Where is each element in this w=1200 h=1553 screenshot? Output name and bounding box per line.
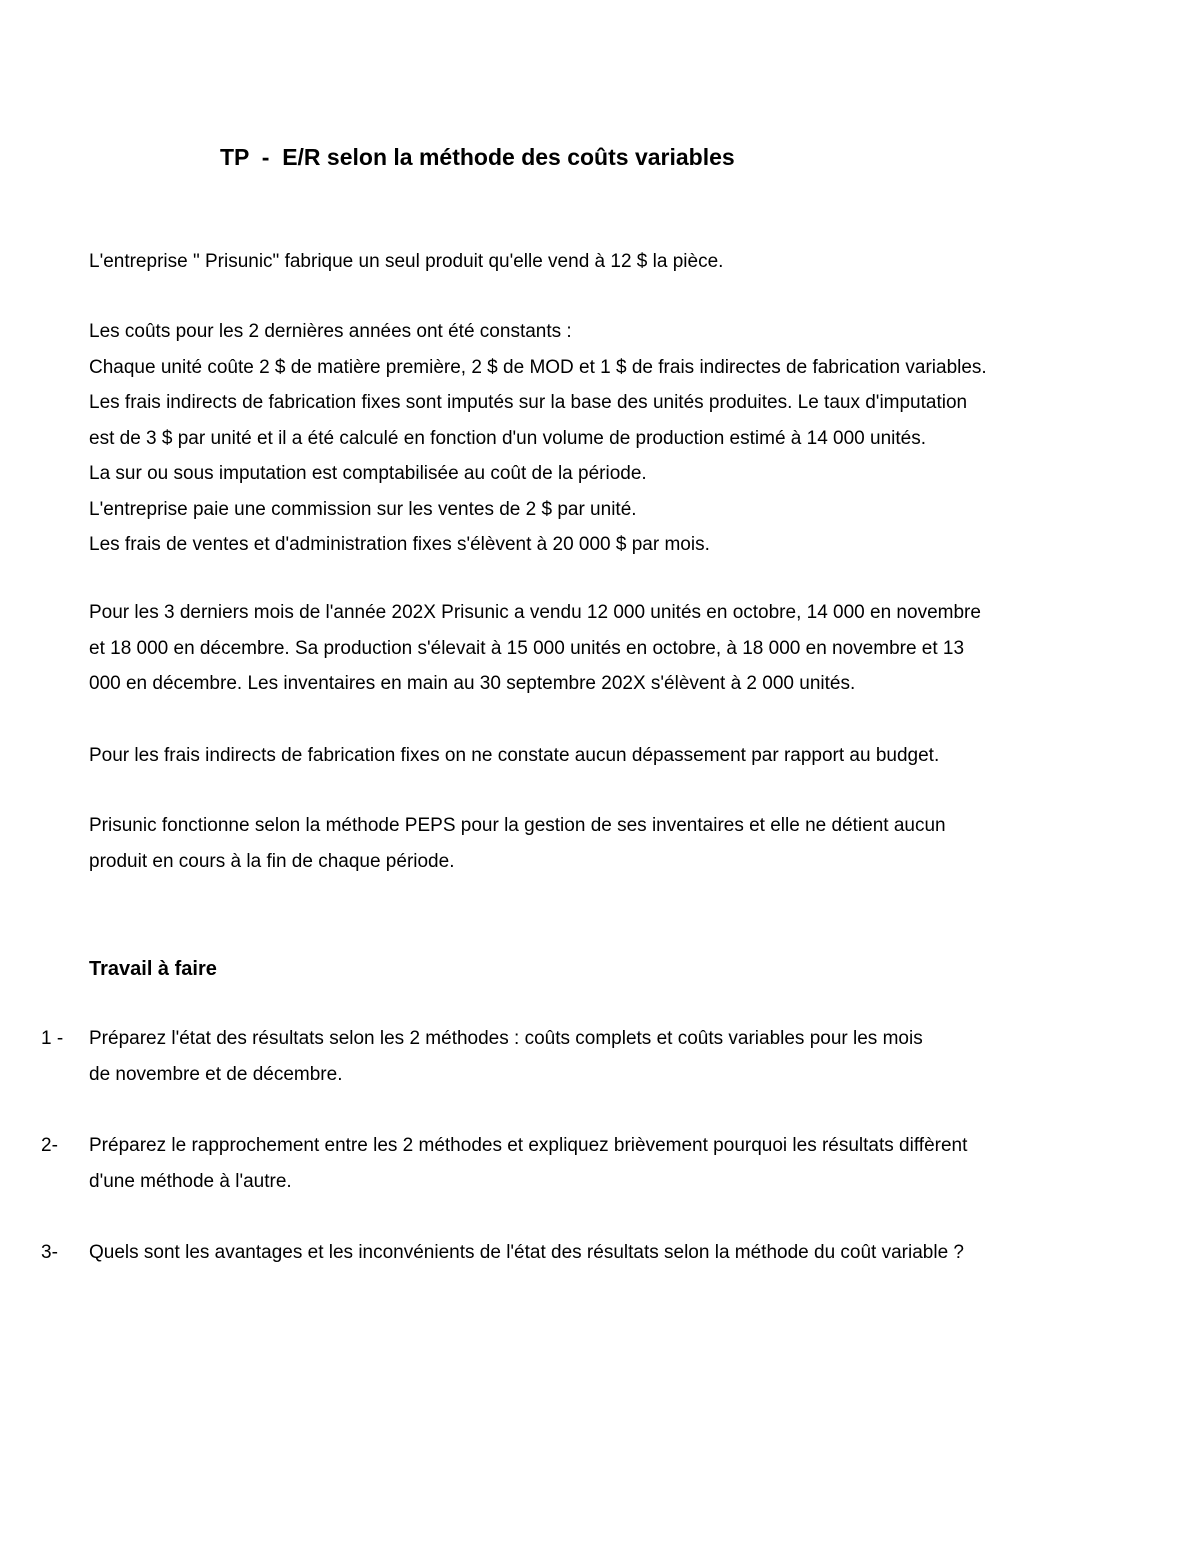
paragraph-line: et 18 000 en décembre. Sa production s'élevait à 15 000 unités en octobre, à 18 000 en novembre et 13: [89, 637, 965, 659]
paragraph-line: La sur ou sous imputation est comptabilisée au coût de la période.: [89, 463, 647, 484]
intro-paragraph: [89, 244, 723, 280]
paragraph-line: Les coûts pour les 2 dernières années ont été constants :: [89, 321, 572, 342]
paragraph-line: L'entreprise " Prisunic" fabrique un seul produit qu'elle vend à 12 $ la pièce.: [89, 251, 724, 272]
paragraph-line: 000 en décembre. Les inventaires en main au 30 septembre 202X s'élèvent à 2 000 unités.: [89, 673, 856, 694]
paragraph-line: Pour les 3 derniers mois de l'année 202X Prisunic a vendu 12 000 unités en octobre, 14 000 en novembre: [89, 602, 981, 623]
task-line: d'une méthode à l'autre.: [89, 1170, 292, 1192]
task-line: Préparez l'état des résultats selon les 2 méthodes : coûts complets et coûts variables pour les mois: [89, 1028, 923, 1049]
costs-paragraph: [89, 314, 987, 563]
task-number: 1 -: [41, 1028, 64, 1049]
task-line: de novembre et de décembre.: [89, 1063, 343, 1085]
document-title: TP - E/R selon la méthode des coûts variables: [220, 144, 735, 170]
sales-paragraph: [89, 595, 981, 702]
paragraph-line: produit en cours à la fin de chaque période.: [89, 850, 455, 872]
task-text: [89, 1021, 923, 1092]
tasks-heading: Travail à faire: [89, 958, 217, 980]
task-text: [89, 1235, 964, 1271]
task-line: Préparez le rapprochement entre les 2 méthodes et expliquez brièvement pourquoi les résultats diffèrent: [89, 1135, 968, 1156]
peps-paragraph: [89, 808, 946, 879]
paragraph-line: est de 3 $ par unité et il a été calculé en fonction d'un volume de production estimé à 14 000 unités.: [89, 427, 927, 449]
paragraph-line: Les frais de ventes et d'administration fixes s'élèvent à 20 000 $ par mois.: [89, 534, 710, 555]
paragraph-line: Chaque unité coûte 2 $ de matière première, 2 $ de MOD et 1 $ de frais indirectes de fabrication variables.: [89, 356, 987, 378]
overhead-paragraph: [89, 738, 939, 774]
paragraph-line: Pour les frais indirects de fabrication fixes on ne constate aucun dépassement par rapport au budget.: [89, 745, 940, 766]
task-text: [89, 1128, 967, 1199]
task-number: 3-: [41, 1242, 58, 1263]
task-line: Quels sont les avantages et les inconvénients de l'état des résultats selon la méthode du coût variable ?: [89, 1242, 964, 1263]
paragraph-line: Les frais indirects de fabrication fixes sont imputés sur la base des unités produites. Le taux d'imputation: [89, 392, 968, 413]
paragraph-line: Prisunic fonctionne selon la méthode PEPS pour la gestion de ses inventaires et elle ne détient aucun: [89, 815, 946, 836]
paragraph-line: L'entreprise paie une commission sur les ventes de 2 $ par unité.: [89, 498, 637, 520]
task-number: 2-: [41, 1135, 58, 1156]
